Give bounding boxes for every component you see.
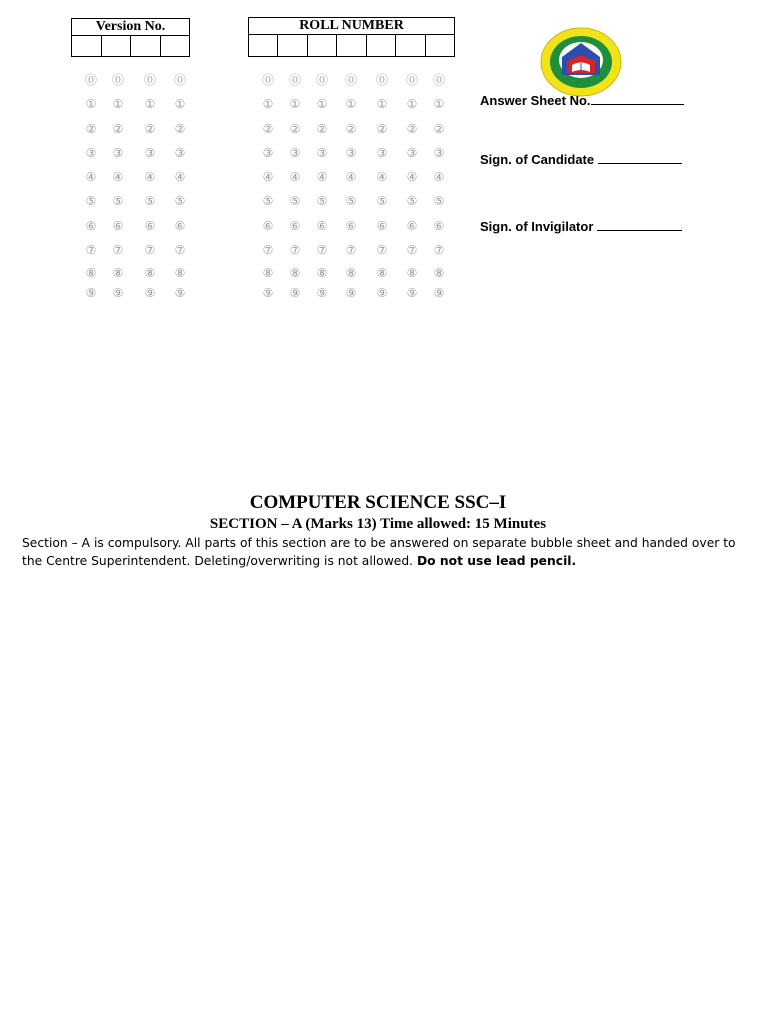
roll-bubble[interactable]: ① [376, 97, 388, 111]
version-bubble[interactable]: ⑦ [112, 243, 124, 257]
roll-bubble[interactable]: ④ [433, 170, 445, 184]
version-bubble[interactable]: ① [85, 97, 97, 111]
version-bubble[interactable]: ③ [144, 146, 156, 160]
roll-bubble[interactable]: ④ [376, 170, 388, 184]
version-bubble[interactable]: ⑥ [85, 219, 97, 233]
exam-title: COMPUTER SCIENCE SSC–I [249, 492, 507, 513]
version-bubble[interactable]: ⑧ [85, 266, 97, 280]
version-cell[interactable] [161, 36, 190, 56]
roll-bubble[interactable]: ⑤ [406, 194, 418, 208]
roll-bubble[interactable]: ⑦ [289, 243, 301, 257]
version-label: Version No. [71, 18, 190, 36]
sign-invigilator-field[interactable] [597, 218, 682, 231]
answer-sheet-label: Answer Sheet No. [480, 93, 591, 108]
roll-bubble[interactable]: ⓪ [405, 73, 418, 87]
roll-bubble[interactable]: ⑤ [376, 194, 388, 208]
roll-bubble[interactable]: ⑧ [345, 266, 357, 280]
roll-bubble[interactable]: ⑧ [376, 266, 388, 280]
section-heading: SECTION – A (Marks 13) Time allowed: 15 Minutes [209, 516, 547, 532]
roll-bubble[interactable]: ③ [262, 146, 274, 160]
roll-bubble[interactable]: ③ [406, 146, 418, 160]
roll-bubble[interactable]: ⑥ [289, 219, 301, 233]
roll-bubble[interactable]: ⑥ [433, 219, 445, 233]
roll-bubble[interactable]: ⑦ [316, 243, 328, 257]
roll-bubble[interactable]: ⑥ [376, 219, 388, 233]
roll-bubble[interactable]: ② [289, 122, 301, 136]
roll-bubble[interactable]: ⑨ [433, 286, 445, 300]
instructions-text: Section – A is compulsory. All parts of this section are to be answered on separate bubble sheet and handed over to the Centre Superintendent. Deleting/overwriting is not allowed. [22, 536, 736, 568]
roll-bubble[interactable]: ⑦ [376, 243, 388, 257]
roll-bubble[interactable]: ⑨ [289, 286, 301, 300]
roll-bubble[interactable]: ② [262, 122, 274, 136]
version-bubble[interactable]: ⑤ [174, 194, 186, 208]
roll-bubble[interactable]: ⑤ [289, 194, 301, 208]
version-bubble[interactable]: ⑤ [144, 194, 156, 208]
roll-bubble[interactable]: ⑤ [345, 194, 357, 208]
roll-bubble[interactable]: ⑨ [345, 286, 357, 300]
roll-bubble[interactable]: ③ [316, 146, 328, 160]
version-bubble[interactable]: ② [174, 122, 186, 136]
sign-candidate-label: Sign. of Candidate [480, 152, 595, 167]
roll-bubble[interactable]: ⑥ [262, 219, 274, 233]
roll-bubble[interactable]: ① [406, 97, 418, 111]
roll-bubble[interactable]: ⑨ [406, 286, 418, 300]
version-bubble[interactable]: ④ [85, 170, 97, 184]
version-bubble[interactable]: ⑧ [174, 266, 186, 280]
roll-bubble[interactable]: ⑦ [345, 243, 357, 257]
roll-bubble[interactable]: ⓪ [288, 73, 301, 87]
roll-bubble[interactable]: ⑤ [433, 194, 445, 208]
roll-bubble[interactable]: ⑥ [345, 219, 357, 233]
roll-number-cells [248, 34, 455, 57]
roll-bubble[interactable]: ⑨ [316, 286, 328, 300]
roll-bubble[interactable]: ⓪ [344, 73, 357, 87]
roll-bubble[interactable]: ② [406, 122, 418, 136]
roll-bubble[interactable]: ① [289, 97, 301, 111]
version-bubble[interactable]: ⑤ [112, 194, 124, 208]
version-bubble[interactable]: ⑨ [85, 286, 97, 300]
roll-bubble[interactable]: ⑧ [289, 266, 301, 280]
version-bubble[interactable]: ① [174, 97, 186, 111]
roll-bubble[interactable]: ⑥ [316, 219, 328, 233]
roll-cell[interactable] [249, 35, 278, 56]
version-bubble[interactable]: ② [144, 122, 156, 136]
version-bubble[interactable]: ④ [174, 170, 186, 184]
roll-bubble[interactable]: ⓪ [315, 73, 328, 87]
roll-bubble[interactable]: ⑦ [262, 243, 274, 257]
roll-cell[interactable] [396, 35, 425, 56]
instructions [22, 534, 752, 570]
roll-bubble[interactable]: ⓪ [432, 73, 445, 87]
roll-bubble[interactable]: ④ [316, 170, 328, 184]
version-bubble[interactable]: ⓪ [84, 73, 97, 87]
roll-bubble[interactable]: ③ [289, 146, 301, 160]
version-bubble[interactable]: ⑦ [174, 243, 186, 257]
roll-cell[interactable] [278, 35, 307, 56]
roll-bubble[interactable]: ⓪ [261, 73, 274, 87]
roll-bubble[interactable]: ⑤ [262, 194, 274, 208]
roll-bubble[interactable]: ② [433, 122, 445, 136]
instructions-emphasis: Do not use lead pencil. [416, 554, 577, 568]
roll-bubble[interactable]: ① [433, 97, 445, 111]
version-bubble[interactable]: ① [112, 97, 124, 111]
roll-bubble[interactable]: ④ [262, 170, 274, 184]
roll-bubble[interactable]: ③ [345, 146, 357, 160]
sign-invigilator-label: Sign. of Invigilator [480, 219, 594, 234]
version-bubble[interactable]: ③ [174, 146, 186, 160]
version-cell[interactable] [102, 36, 132, 56]
version-bubble[interactable]: ⑧ [144, 266, 156, 280]
roll-bubble[interactable]: ② [376, 122, 388, 136]
version-bubble[interactable]: ④ [144, 170, 156, 184]
version-bubble[interactable]: ⑤ [85, 194, 97, 208]
sign-candidate [480, 151, 682, 167]
roll-bubble[interactable]: ④ [345, 170, 357, 184]
roll-bubble[interactable]: ⑥ [406, 219, 418, 233]
roll-bubble[interactable]: ② [345, 122, 357, 136]
sign-invigilator [480, 218, 682, 234]
version-bubble[interactable]: ④ [112, 170, 124, 184]
version-bubble[interactable]: ⑥ [144, 219, 156, 233]
roll-bubble[interactable]: ⑧ [406, 266, 418, 280]
version-cell[interactable] [72, 36, 102, 56]
roll-cell[interactable] [308, 35, 337, 56]
version-bubble[interactable]: ③ [112, 146, 124, 160]
version-bubble[interactable]: ② [85, 122, 97, 136]
version-bubble[interactable]: ⑥ [112, 219, 124, 233]
roll-cell[interactable] [426, 35, 454, 56]
version-cells [71, 35, 190, 57]
version-bubble[interactable]: ⑨ [144, 286, 156, 300]
version-bubble[interactable]: ⓪ [143, 73, 156, 87]
roll-bubble[interactable]: ⑧ [262, 266, 274, 280]
school-logo [540, 27, 622, 97]
version-bubble[interactable]: ② [112, 122, 124, 136]
version-bubble[interactable]: ⓪ [173, 73, 186, 87]
roll-bubble[interactable]: ⑧ [316, 266, 328, 280]
roll-bubble[interactable]: ③ [433, 146, 445, 160]
roll-bubble[interactable]: ① [345, 97, 357, 111]
roll-bubble[interactable]: ② [316, 122, 328, 136]
answer-sheet-no [480, 92, 684, 108]
version-bubble[interactable]: ⑨ [174, 286, 186, 300]
sign-candidate-field[interactable] [598, 151, 682, 164]
roll-bubble[interactable]: ① [316, 97, 328, 111]
roll-number-label: ROLL NUMBER [248, 17, 455, 35]
version-bubble[interactable]: ⑧ [112, 266, 124, 280]
roll-bubble[interactable]: ⓪ [375, 73, 388, 87]
version-bubble[interactable]: ⑦ [85, 243, 97, 257]
version-bubble[interactable]: ⓪ [111, 73, 124, 87]
roll-bubble[interactable]: ⑦ [406, 243, 418, 257]
roll-bubble[interactable]: ⑦ [433, 243, 445, 257]
roll-bubble[interactable]: ① [262, 97, 274, 111]
roll-cell[interactable] [367, 35, 396, 56]
version-bubble[interactable]: ⑨ [112, 286, 124, 300]
version-bubble[interactable]: ③ [85, 146, 97, 160]
roll-bubble[interactable]: ⑧ [433, 266, 445, 280]
version-bubble[interactable]: ① [144, 97, 156, 111]
version-bubble[interactable]: ⑦ [144, 243, 156, 257]
roll-bubble[interactable]: ⑨ [262, 286, 274, 300]
answer-sheet-field[interactable] [591, 92, 684, 105]
roll-bubble[interactable]: ⑤ [316, 194, 328, 208]
roll-bubble[interactable]: ⑨ [376, 286, 388, 300]
roll-cell[interactable] [337, 35, 366, 56]
roll-bubble[interactable]: ④ [406, 170, 418, 184]
version-bubble[interactable]: ⑥ [174, 219, 186, 233]
roll-bubble[interactable]: ④ [289, 170, 301, 184]
roll-bubble[interactable]: ③ [376, 146, 388, 160]
version-cell[interactable] [131, 36, 161, 56]
